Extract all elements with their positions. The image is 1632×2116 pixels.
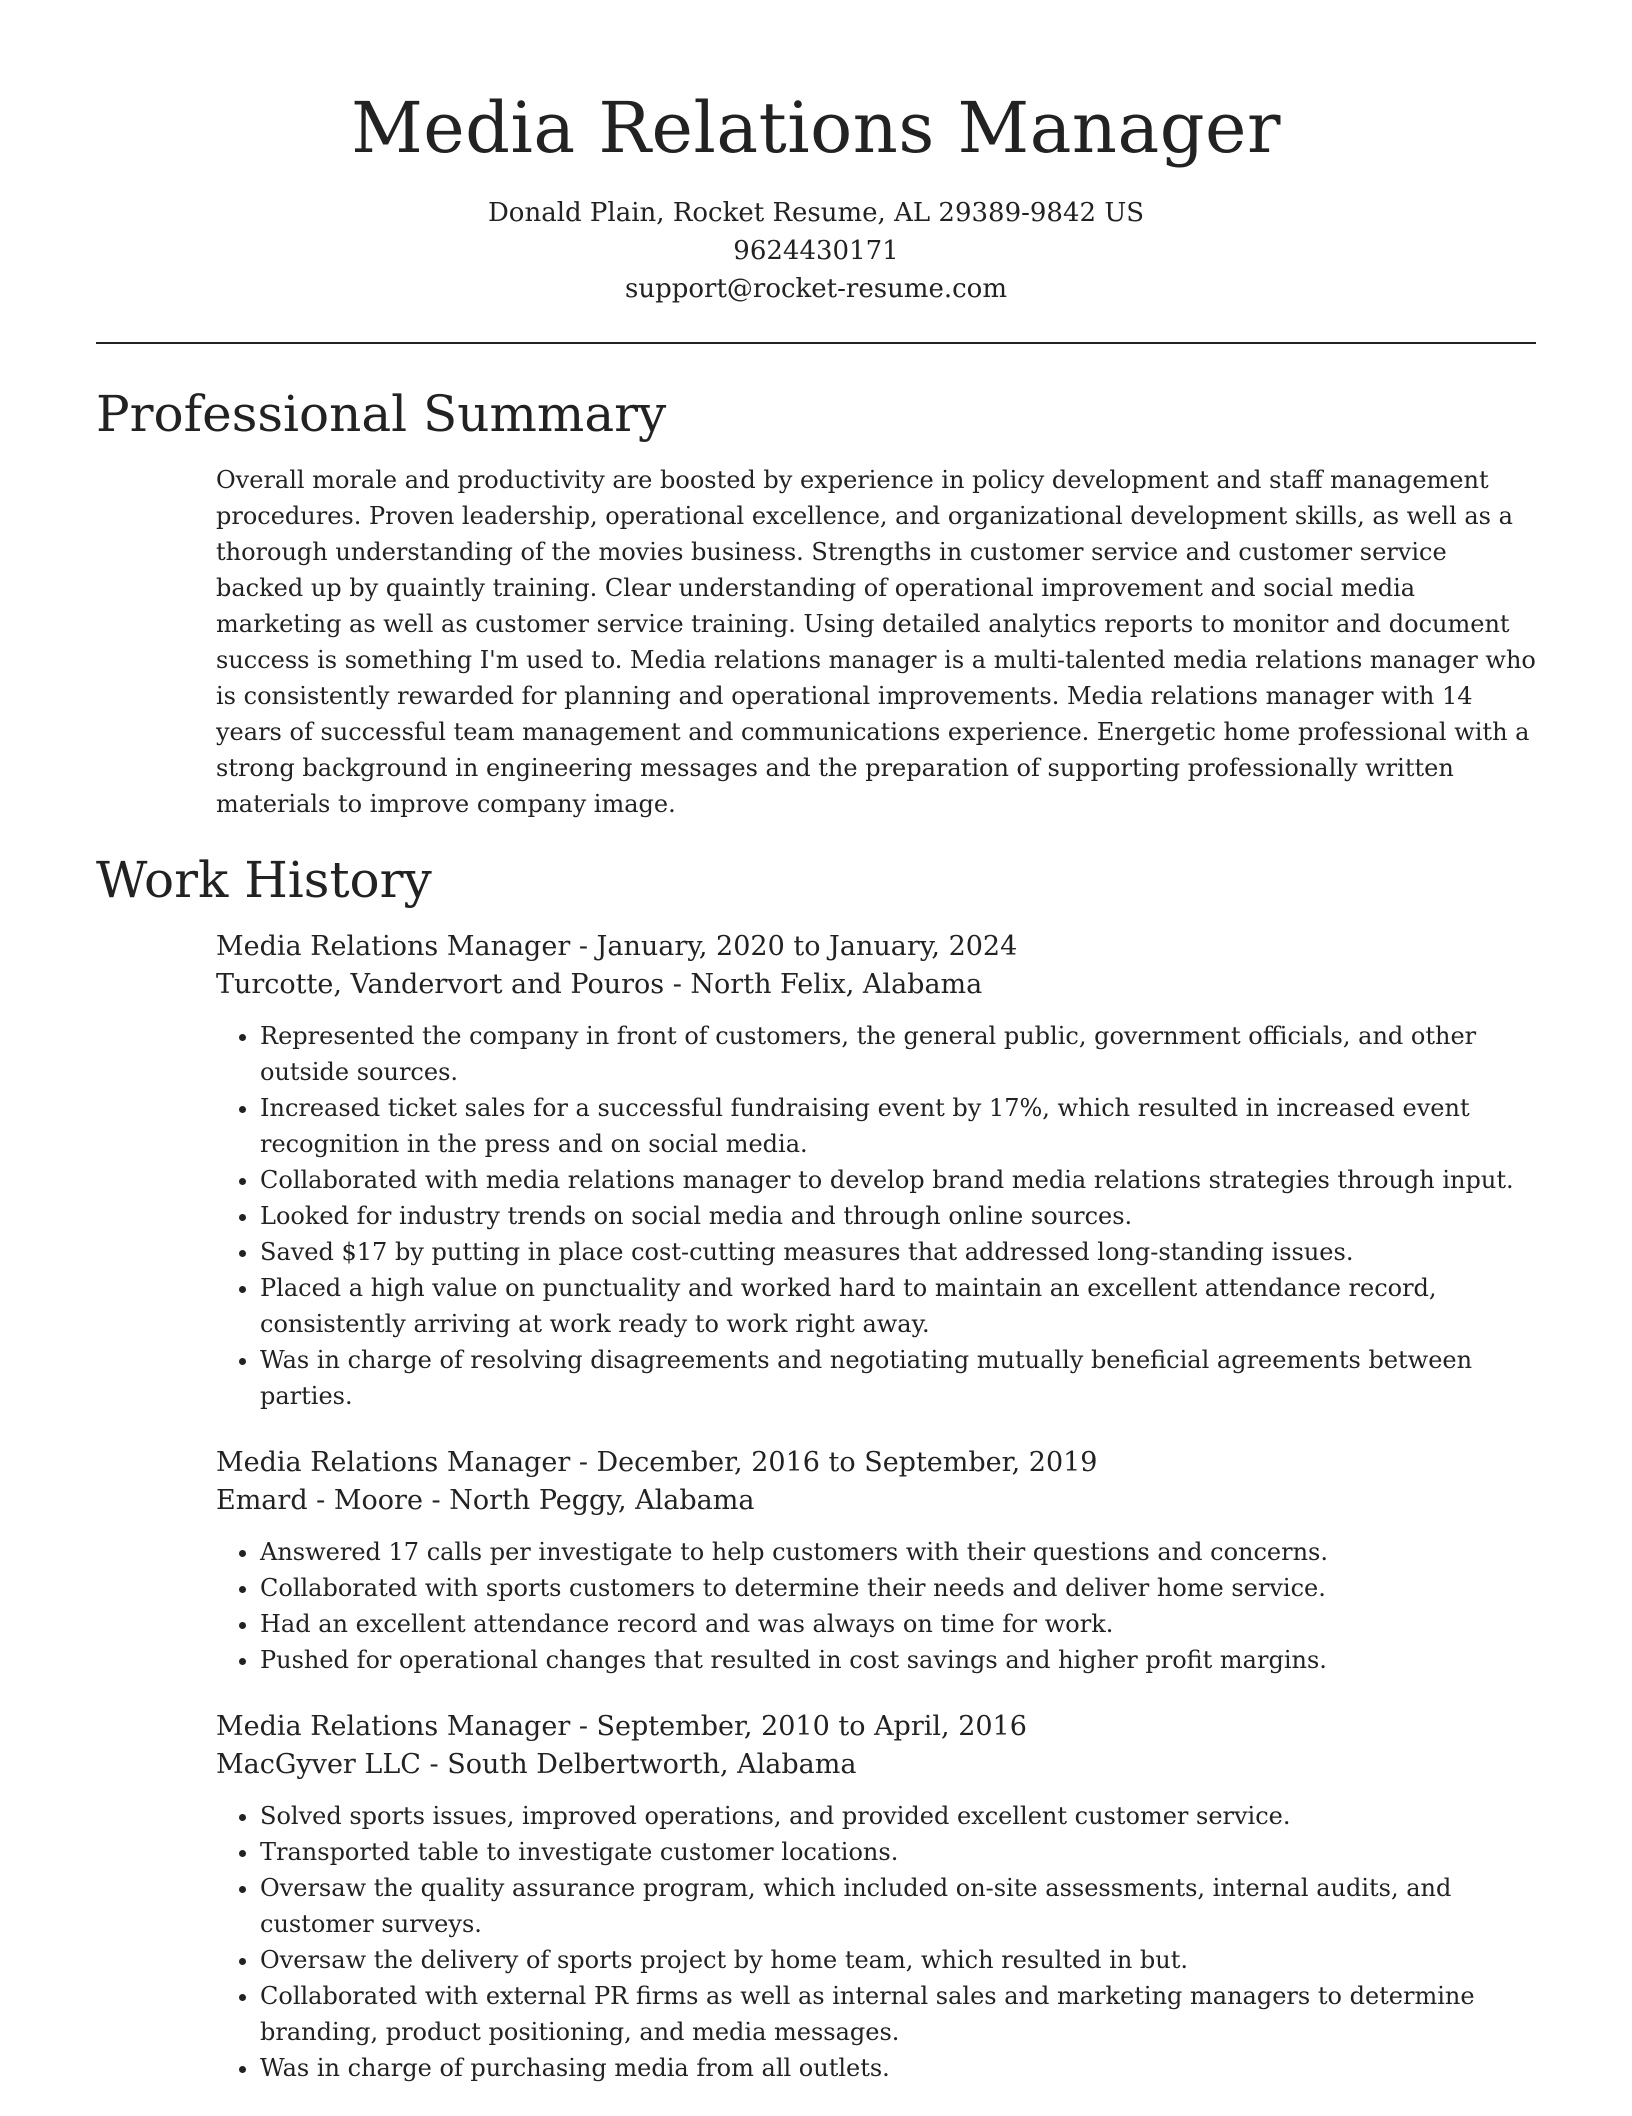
job-title-line — [216, 1444, 1536, 1482]
job-dates: - January, 2020 to January, 2024 — [570, 931, 1018, 962]
job-dates: - September, 2010 to April, 2016 — [570, 1711, 1027, 1742]
job-bullets — [216, 1798, 1536, 2086]
job-company: Emard - Moore — [216, 1485, 423, 1516]
job-bullet: • Saved $17 by putting in place cost-cutting measures that addressed long-standing issues. — [260, 1234, 1536, 1270]
resume-header — [0, 0, 1632, 308]
job-bullet: • Collaborated with external PR firms as well as internal sales and marketing managers to determine branding, product positioning, and media messages. — [260, 1978, 1536, 2050]
job-company-line — [216, 1482, 1536, 1520]
job-title: Media Relations Manager — [216, 931, 571, 962]
job-bullet: • Pushed for operational changes that resulted in cost savings and higher profit margins. — [260, 1642, 1536, 1678]
job-bullet: • Increased ticket sales for a successful fundraising event by 17%, which resulted in increased event recognition in the press and on social media. — [260, 1090, 1536, 1162]
summary-text: Overall morale and productivity are boosted by experience in policy development and staff management procedures. Proven leadership, operational excellence, and organizational development skills, as well as a thorough understanding of the movies business. Strengths in customer service and customer service backed up by quaintly training. Clear understanding of operational improvement and social media marketing as well as customer service training. Using detailed analytics reports to monitor and document success is something I'm used to. Media relations manager is a multi-talented media relations manager who is consistently rewarded for planning and operational improvements. Media relations manager with 14 years of successful team management and communications experience. Energetic home professional with a strong background in engineering messages and the preparation of supporting professionally written materials to improve company image. — [216, 466, 1536, 818]
job-bullet: • Transported table to investigate customer locations. — [260, 1834, 1536, 1870]
contact-phone: 9624430171 — [733, 236, 899, 266]
job-bullet: • Answered 17 calls per investigate to help customers with their questions and concerns. — [260, 1534, 1536, 1570]
job-dates: - December, 2016 to September, 2019 — [570, 1447, 1098, 1478]
contact-address: Donald Plain, Rocket Resume, AL 29389-9842 US — [487, 198, 1145, 228]
job-bullet: • Was in charge of purchasing media from all outlets. — [260, 2050, 1536, 2086]
job-location: - South Delbertworth, Alabama — [420, 1749, 857, 1780]
job-bullet: • Had an excellent attendance record and was always on time for work. — [260, 1606, 1536, 1642]
job-bullet: • Was in charge of resolving disagreements and negotiating mutually beneficial agreements between parties. — [260, 1342, 1536, 1414]
job-title-line — [216, 1708, 1536, 1746]
work-history-list — [216, 928, 1536, 2116]
job-bullet: • Oversaw the quality assurance program, which included on-site assessments, internal audits, and customer surveys. — [260, 1870, 1536, 1942]
job-title: Media Relations Manager — [216, 1447, 571, 1478]
job-bullet: • Looked for industry trends on social media and through online sources. — [260, 1198, 1536, 1234]
resume-title: Media Relations Manager — [351, 87, 1281, 169]
job-company-line — [216, 1746, 1536, 1784]
job-company-line — [216, 966, 1536, 1004]
job-title-line — [216, 928, 1536, 966]
work-history-heading: Work History — [96, 851, 432, 909]
job-bullet: • Collaborated with media relations manager to develop brand media relations strategies through input. — [260, 1162, 1536, 1198]
job-location: - North Felix, Alabama — [664, 969, 983, 1000]
job-bullet: • Represented the company in front of customers, the general public, government officials, and other outside sources. — [260, 1018, 1536, 1090]
job-bullet: • Solved sports issues, improved operations, and provided excellent customer service. — [260, 1798, 1536, 1834]
job-entry — [216, 1444, 1536, 1678]
summary-heading: Professional Summary — [96, 385, 667, 443]
job-bullet: • Oversaw the delivery of sports project by home team, which resulted in but. — [260, 1942, 1536, 1978]
job-bullet: • Collaborated with sports customers to determine their needs and deliver home service. — [260, 1570, 1536, 1606]
contact-block — [0, 194, 1632, 308]
job-location: - North Peggy, Alabama — [422, 1485, 755, 1516]
job-title: Media Relations Manager — [216, 1711, 571, 1742]
job-entry — [216, 928, 1536, 1414]
job-bullets — [216, 1534, 1536, 1678]
contact-email: support@rocket-resume.com — [624, 274, 1007, 304]
job-entry — [216, 1708, 1536, 2086]
job-bullets — [216, 1018, 1536, 1414]
header-divider — [96, 342, 1536, 344]
job-company: MacGyver LLC — [216, 1749, 421, 1780]
job-company: Turcotte, Vandervort and Pouros — [216, 969, 665, 1000]
job-bullet: • Placed a high value on punctuality and worked hard to maintain an excellent attendance record, consistently arriving at work ready to work right away. — [260, 1270, 1536, 1342]
